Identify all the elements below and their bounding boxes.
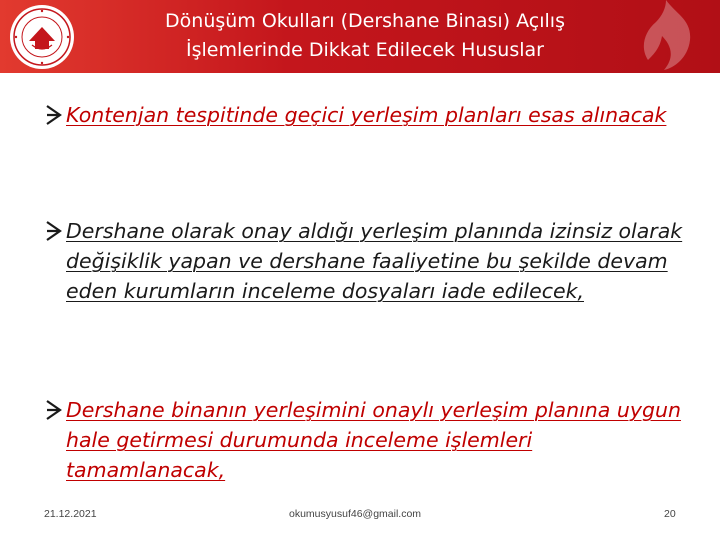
title-banner [0, 0, 720, 73]
footer-date: 21.12.2021 [44, 508, 97, 520]
page-title-line-2: İşlemlerinde Dikkat Edilecek Hususlar [186, 39, 544, 61]
bullet-text: Kontenjan tespitinde geçici yerleşim planları esas alınacak [66, 103, 667, 127]
arrow-bullet-icon [44, 103, 64, 127]
bullet-item-1 [44, 100, 694, 130]
bullet-text: Dershane binanın yerleşimini onaylı yerleşim planına uygun hale getirmesi durumunda inceleme işlemleri tamamlanacak, [66, 398, 681, 482]
page-title [95, 7, 635, 65]
arrow-bullet-icon [44, 219, 64, 243]
flame-icon [618, 0, 720, 73]
bullet-item-2 [44, 216, 694, 306]
page-title-line-1: Dönüşüm Okulları (Dershane Binası) Açılış [165, 10, 565, 32]
arrow-bullet-icon [44, 398, 64, 422]
bullet-text: Dershane olarak onay aldığı yerleşim planında izinsiz olarak değişiklik yapan ve dershane faaliyetine bu şekilde devam eden kurumların inceleme dosyaları iade edilecek, [66, 219, 683, 303]
meb-seal-logo [8, 3, 76, 71]
footer-email: okumusyusuf46@gmail.com [289, 508, 422, 520]
bullet-item-3 [44, 395, 694, 485]
slide-number: 20 [664, 508, 676, 520]
